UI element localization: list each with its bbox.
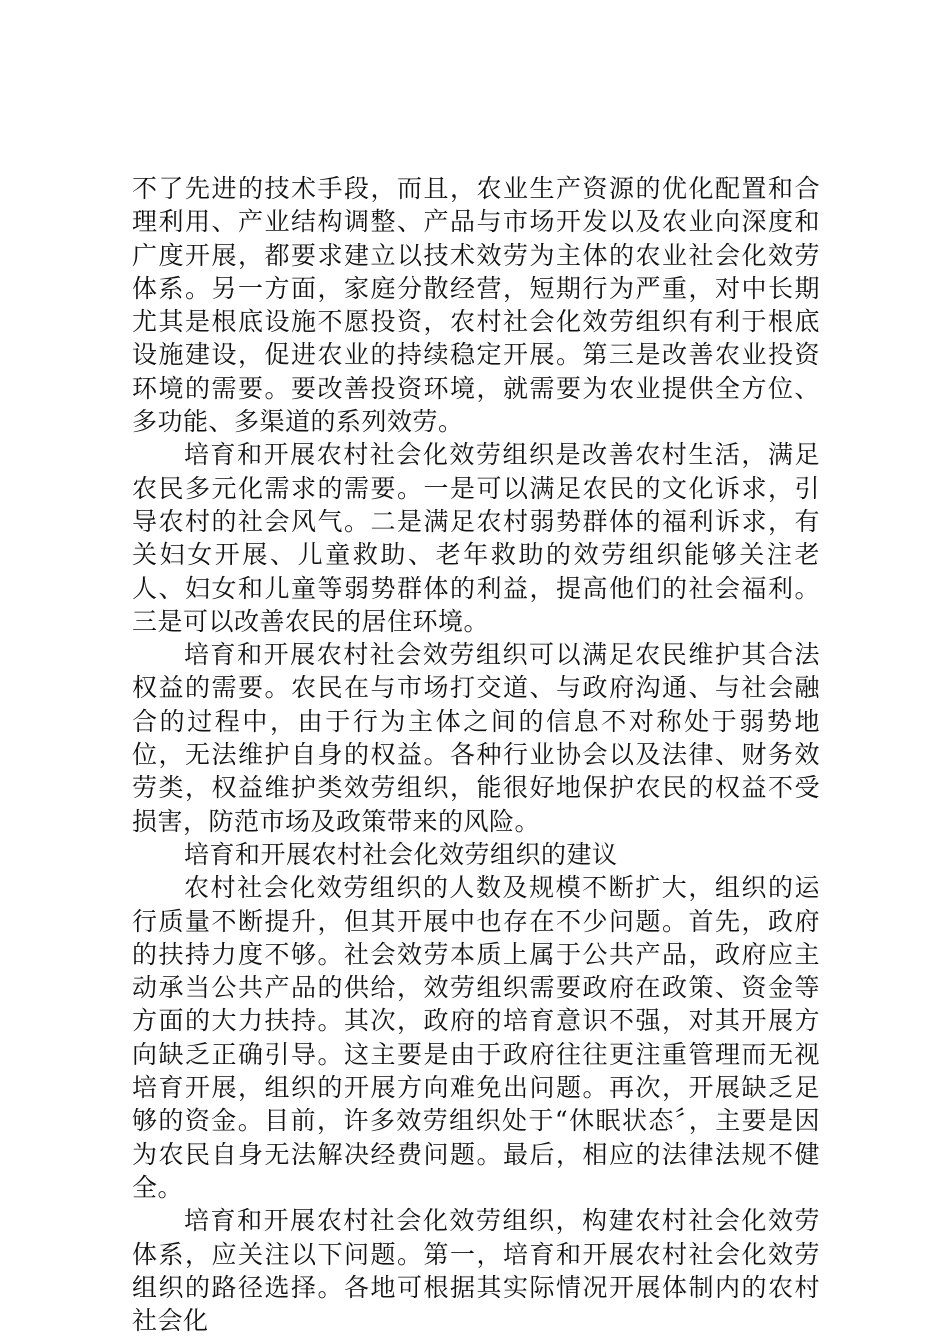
paragraph-1: 不了先进的技术手段，而且，农业生产资源的优化配置和合理利用、产业结构调整、产品与市场开发以及农业向深度和广度开展，都要求建立以技术效劳为主体的农业社会化效劳体系。另一方面，家庭分散经营，短期行为严重，对中长期尤其是根底设施不愿投资，农村社会化效劳组织有利于根底设施建设，促进农业的持续稳定开展。第三是改善农业投资环境的需要。要改善投资环境，就需要为农业提供全方位、多功能、多渠道的系列效劳。 bbox=[132, 174, 820, 437]
paragraph-3: 培育和开展农村社会效劳组织可以满足农民维护其合法权益的需要。农民在与市场打交道、与政府沟通、与社会融合的过程中，由于行为主体之间的信息不对称处于弱势地位，无法维护自身的权益。各种行业协会以及法律、财务效劳类，权益维护类效劳组织，能很好地保护农民的权益不受损害，防范市场及政策带来的风险。 bbox=[132, 640, 820, 836]
paragraph-6: 培育和开展农村社会化效劳组织，构建农村社会化效劳体系，应关注以下问题。第一，培育和开展农村社会化效劳组织的路径选择。各地可根据其实际情况开展体制内的农村社会化 bbox=[132, 1206, 820, 1336]
paragraph-5: 农村社会化效劳组织的人数及规模不断扩大，组织的运行质量不断提升，但其开展中也存在不少问题。首先，政府的扶持力度不够。社会效劳本质上属于公共产品，政府应主动承当公共产品的供给，效劳组织需要政府在政策、资金等方面的大力扶持。其次，政府的培育意识不强，对其开展方向缺乏正确引导。这主要是由于政府往往更注重管理而无视培育开展，组织的开展方向难免出问题。再次，开展缺乏足够的资金。目前，许多效劳组织处于“休眠状态〞，主要是因为农民自身无法解决经费问题。最后，相应的法律法规不健全。 bbox=[132, 873, 820, 1202]
document-body bbox=[132, 172, 820, 1337]
paragraph-2: 培育和开展农村社会化效劳组织是改善农村生活，满足农民多元化需求的需要。一是可以满足农民的文化诉求，引导农村的社会风气。二是满足农村弱势群体的福利诉求，有关妇女开展、儿童救助、老年救助的效劳组织能够关注老人、妇女和儿童等弱势群体的利益，提高他们的社会福利。三是可以改善农民的居住环境。 bbox=[132, 440, 820, 636]
section-heading: 培育和开展农村社会化效劳组织的建议 bbox=[184, 839, 618, 869]
